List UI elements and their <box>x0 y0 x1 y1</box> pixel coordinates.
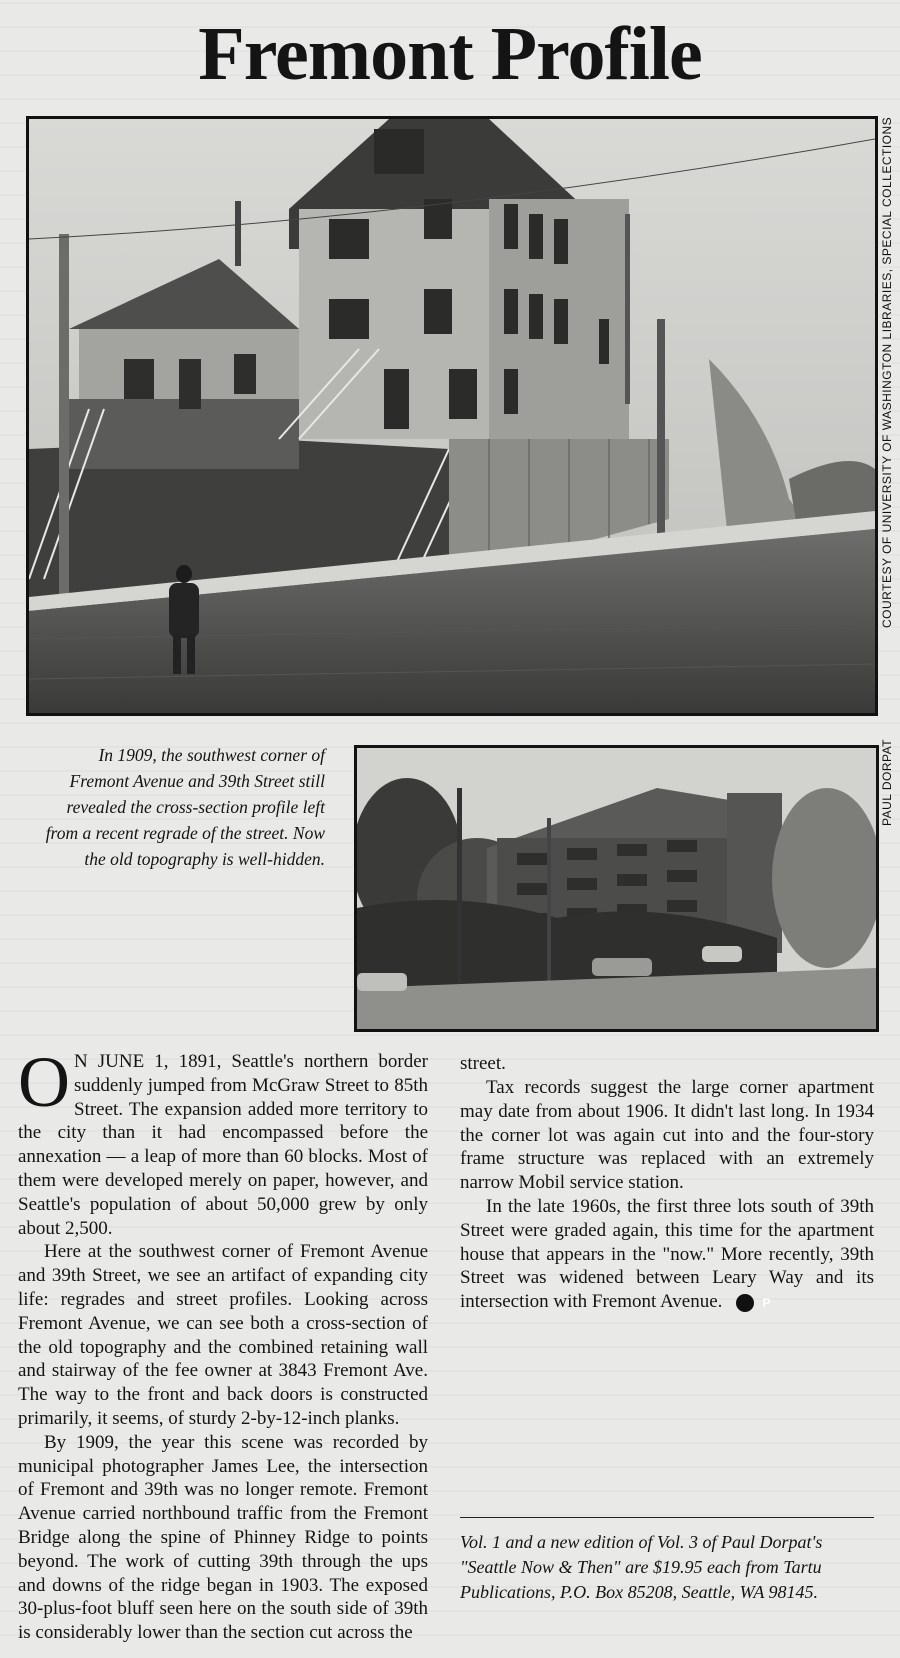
article-paragraph-3b: street. <box>460 1053 506 1074</box>
article-column-2 <box>460 1052 874 1076</box>
historic-photo-1909 <box>26 116 878 716</box>
article-paragraph-3a: By 1909, the year this scene was recorded by municipal photographer James Lee, the intersection of Fremont and 39th was no longer remote. Fremont Avenue carried northbound traffic from the Fremont Bridge along the spine of Phinney Ridge to points beyond. The work of cutting 39th through the ups and downs of the ridge began in 1903. The exposed 30-plus-foot bluff seen here on the south side of 39th is considerably lower than the section cut across the <box>18 1431 428 1644</box>
article-paragraph-1: O N JUNE 1, 1891, Seattle's northern border suddenly jumped from McGraw Street to 85th Street. The expansion added more territory to the city than it had encompassed before the annexation — a leap of more than 60 blocks. Most of them were developed merely on paper, however, and Seattle's population of about 50,000 grew by only about 2,500. <box>18 1042 428 1239</box>
article-paragraph-4: Tax records suggest the large corner apartment may date from about 1906. It didn't last long. In 1934 the corner lot was again cut into and the four-story frame structure was replaced with an extremely narrow Mobil service station. <box>460 1077 874 1194</box>
drop-cap: O <box>18 1042 70 1122</box>
photo-credit-bottom: PAUL DORPAT <box>880 738 894 826</box>
article-paragraph-2: Here at the southwest corner of Fremont Avenue and 39th Street, we see an artifact of expanding city life: regrades and street profiles. Looking across Fremont Avenue, we can see both a cross-section of the old topography and the combined retaining wall and stairway of the fee owner at 3843 Fremont Ave. The way to the front and back doors is constructed primarily, it seems, of sturdy 2-by-12-inch planks. <box>18 1241 428 1429</box>
page-title: Fremont Profile <box>198 12 702 96</box>
historic-photo-illustration <box>29 119 875 713</box>
article-column-1 <box>18 1042 428 1645</box>
end-mark-icon: P <box>736 1294 754 1312</box>
article-column-2-body <box>460 1076 874 1314</box>
modern-photo-illustration <box>357 748 876 1029</box>
modern-photo-now <box>354 745 879 1032</box>
photo-caption: In 1909, the southwest corner of Fremont Avenue and 39th Street still revealed the cross-section profile left from a recent regrade of the street. Now the old topography is well-hidden. <box>45 745 325 869</box>
article-paragraph-5: In the late 1960s, the first three lots south of 39th Street were graded again, this time for the apartment house that appears in the "now." More recently, 39th Street was widened between Leary Way and its intersection with Fremont Avenue. P <box>460 1195 874 1313</box>
footnote-divider <box>460 1517 874 1518</box>
book-footnote: Vol. 1 and a new edition of Vol. 3 of Paul Dorpat's "Seattle Now & Then" are $19.95 each from Tartu Publications, P.O. Box 85208, Seattle, WA 98145. <box>460 1532 823 1602</box>
photo-credit-top: COURTESY OF UNIVERSITY OF WASHINGTON LIBRARIES, SPECIAL COLLECTIONS <box>880 116 894 628</box>
